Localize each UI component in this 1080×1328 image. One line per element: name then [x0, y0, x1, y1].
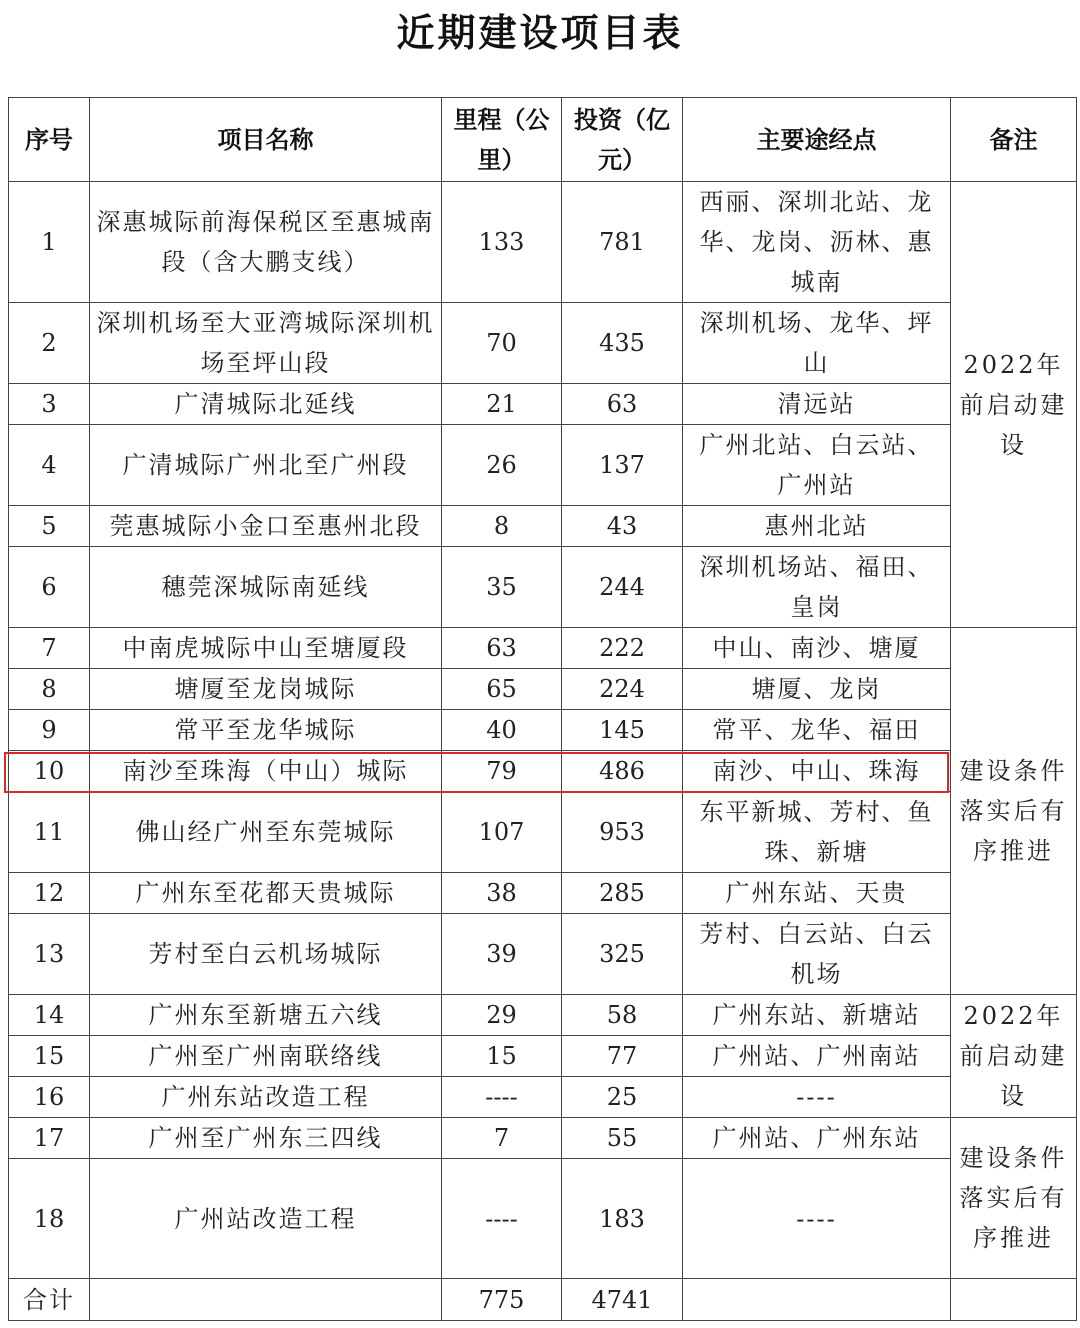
row-name: 塘厦至龙岗城际	[90, 669, 442, 710]
row-route: 芳村、白云站、白云机场	[683, 914, 951, 995]
row-seq: 14	[9, 995, 90, 1036]
row-invest: 25	[562, 1077, 683, 1118]
row-invest: 486	[562, 751, 683, 792]
row-invest: 55	[562, 1118, 683, 1159]
row-invest: 953	[562, 792, 683, 873]
table-row	[9, 710, 1077, 751]
row-route: ----	[683, 1077, 951, 1118]
row-length: 65	[442, 669, 562, 710]
row-name: 广清城际北延线	[90, 384, 442, 425]
row-name: 广州站改造工程	[90, 1159, 442, 1279]
row-route: 东平新城、芳村、鱼珠、新塘	[683, 792, 951, 873]
projects-table	[8, 97, 1077, 1321]
row-invest: 244	[562, 547, 683, 628]
note-cell: 2022年前启动建设	[951, 995, 1077, 1118]
row-invest: 43	[562, 506, 683, 547]
row-length: 21	[442, 384, 562, 425]
table-row	[9, 506, 1077, 547]
row-name: 佛山经广州至东莞城际	[90, 792, 442, 873]
row-invest: 224	[562, 669, 683, 710]
row-seq: 2	[9, 303, 90, 384]
row-length: 70	[442, 303, 562, 384]
row-name: 广州至广州东三四线	[90, 1118, 442, 1159]
table-row	[9, 384, 1077, 425]
row-name: 广州至广州南联络线	[90, 1036, 442, 1077]
table-row	[9, 1036, 1077, 1077]
total-invest: 4741	[562, 1279, 683, 1321]
row-seq: 3	[9, 384, 90, 425]
header-name: 项目名称	[90, 98, 442, 182]
row-seq: 10	[9, 751, 90, 792]
row-seq: 5	[9, 506, 90, 547]
page-title: 近期建设项目表	[396, 11, 684, 55]
table-row	[9, 425, 1077, 506]
row-invest: 285	[562, 873, 683, 914]
row-invest: 137	[562, 425, 683, 506]
row-route: 惠州北站	[683, 506, 951, 547]
table-row	[9, 1077, 1077, 1118]
row-length: 63	[442, 628, 562, 669]
total-note-empty	[951, 1279, 1077, 1321]
note-cell: 建设条件落实后有序推进	[951, 628, 1077, 995]
row-length: 107	[442, 792, 562, 873]
row-seq: 1	[9, 182, 90, 303]
row-length: ----	[442, 1159, 562, 1279]
total-row	[9, 1279, 1077, 1321]
row-name: 穗莞深城际南延线	[90, 547, 442, 628]
row-route: 广州东站、新塘站	[683, 995, 951, 1036]
row-length: 79	[442, 751, 562, 792]
row-seq: 16	[9, 1077, 90, 1118]
row-name: 南沙至珠海（中山）城际	[90, 751, 442, 792]
row-invest: 435	[562, 303, 683, 384]
header-row	[9, 98, 1077, 182]
row-route: ----	[683, 1159, 951, 1279]
table-row	[9, 1118, 1077, 1159]
total-label: 合计	[9, 1279, 90, 1321]
row-route: 深圳机场站、福田、皇岗	[683, 547, 951, 628]
row-route: 广州站、广州东站	[683, 1118, 951, 1159]
row-route: 广州北站、白云站、广州站	[683, 425, 951, 506]
row-seq: 7	[9, 628, 90, 669]
row-length: 26	[442, 425, 562, 506]
row-route: 南沙、中山、珠海	[683, 751, 951, 792]
row-length: 7	[442, 1118, 562, 1159]
row-length: ----	[442, 1077, 562, 1118]
row-route: 深圳机场、龙华、坪山	[683, 303, 951, 384]
row-name: 常平至龙华城际	[90, 710, 442, 751]
total-length: 775	[442, 1279, 562, 1321]
row-name: 广州东至花都天贵城际	[90, 873, 442, 914]
row-route: 常平、龙华、福田	[683, 710, 951, 751]
row-route: 塘厦、龙岗	[683, 669, 951, 710]
row-name: 深圳机场至大亚湾城际深圳机场至坪山段	[90, 303, 442, 384]
row-length: 39	[442, 914, 562, 995]
row-seq: 9	[9, 710, 90, 751]
row-seq: 11	[9, 792, 90, 873]
row-seq: 4	[9, 425, 90, 506]
row-length: 15	[442, 1036, 562, 1077]
row-length: 29	[442, 995, 562, 1036]
row-invest: 58	[562, 995, 683, 1036]
table-row	[9, 628, 1077, 669]
row-invest: 222	[562, 628, 683, 669]
header-route: 主要途经点	[683, 98, 951, 182]
note-cell: 2022年前启动建设	[951, 182, 1077, 628]
table-row	[9, 1159, 1077, 1279]
note-cell: 建设条件落实后有序推进	[951, 1118, 1077, 1279]
row-seq: 12	[9, 873, 90, 914]
table-row	[9, 792, 1077, 873]
header-length: 里程（公里）	[442, 98, 562, 182]
row-name: 广清城际广州北至广州段	[90, 425, 442, 506]
row-seq: 17	[9, 1118, 90, 1159]
row-route: 中山、南沙、塘厦	[683, 628, 951, 669]
row-seq: 6	[9, 547, 90, 628]
table-row	[9, 873, 1077, 914]
row-name: 芳村至白云机场城际	[90, 914, 442, 995]
row-name: 深惠城际前海保税区至惠城南段（含大鹏支线）	[90, 182, 442, 303]
table-row	[9, 547, 1077, 628]
row-invest: 781	[562, 182, 683, 303]
table-row	[9, 303, 1077, 384]
row-route: 广州东站、天贵	[683, 873, 951, 914]
row-seq: 13	[9, 914, 90, 995]
total-name-empty	[90, 1279, 442, 1321]
row-name: 广州东至新塘五六线	[90, 995, 442, 1036]
row-name: 中南虎城际中山至塘厦段	[90, 628, 442, 669]
row-invest: 325	[562, 914, 683, 995]
header-invest: 投资（亿元）	[562, 98, 683, 182]
row-invest: 63	[562, 384, 683, 425]
row-length: 8	[442, 506, 562, 547]
row-invest: 183	[562, 1159, 683, 1279]
row-invest: 77	[562, 1036, 683, 1077]
row-seq: 18	[9, 1159, 90, 1279]
total-route-empty	[683, 1279, 951, 1321]
table-row-highlighted	[9, 751, 1077, 792]
row-length: 38	[442, 873, 562, 914]
header-seq: 序号	[9, 98, 90, 182]
table-row	[9, 182, 1077, 303]
row-invest: 145	[562, 710, 683, 751]
row-length: 40	[442, 710, 562, 751]
table-row	[9, 914, 1077, 995]
row-length: 35	[442, 547, 562, 628]
row-route: 广州站、广州南站	[683, 1036, 951, 1077]
table-row	[9, 669, 1077, 710]
row-seq: 15	[9, 1036, 90, 1077]
row-seq: 8	[9, 669, 90, 710]
row-route: 清远站	[683, 384, 951, 425]
row-name: 莞惠城际小金口至惠州北段	[90, 506, 442, 547]
row-route: 西丽、深圳北站、龙华、龙岗、沥林、惠城南	[683, 182, 951, 303]
row-length: 133	[442, 182, 562, 303]
table-row	[9, 995, 1077, 1036]
row-name: 广州东站改造工程	[90, 1077, 442, 1118]
header-note: 备注	[951, 98, 1077, 182]
